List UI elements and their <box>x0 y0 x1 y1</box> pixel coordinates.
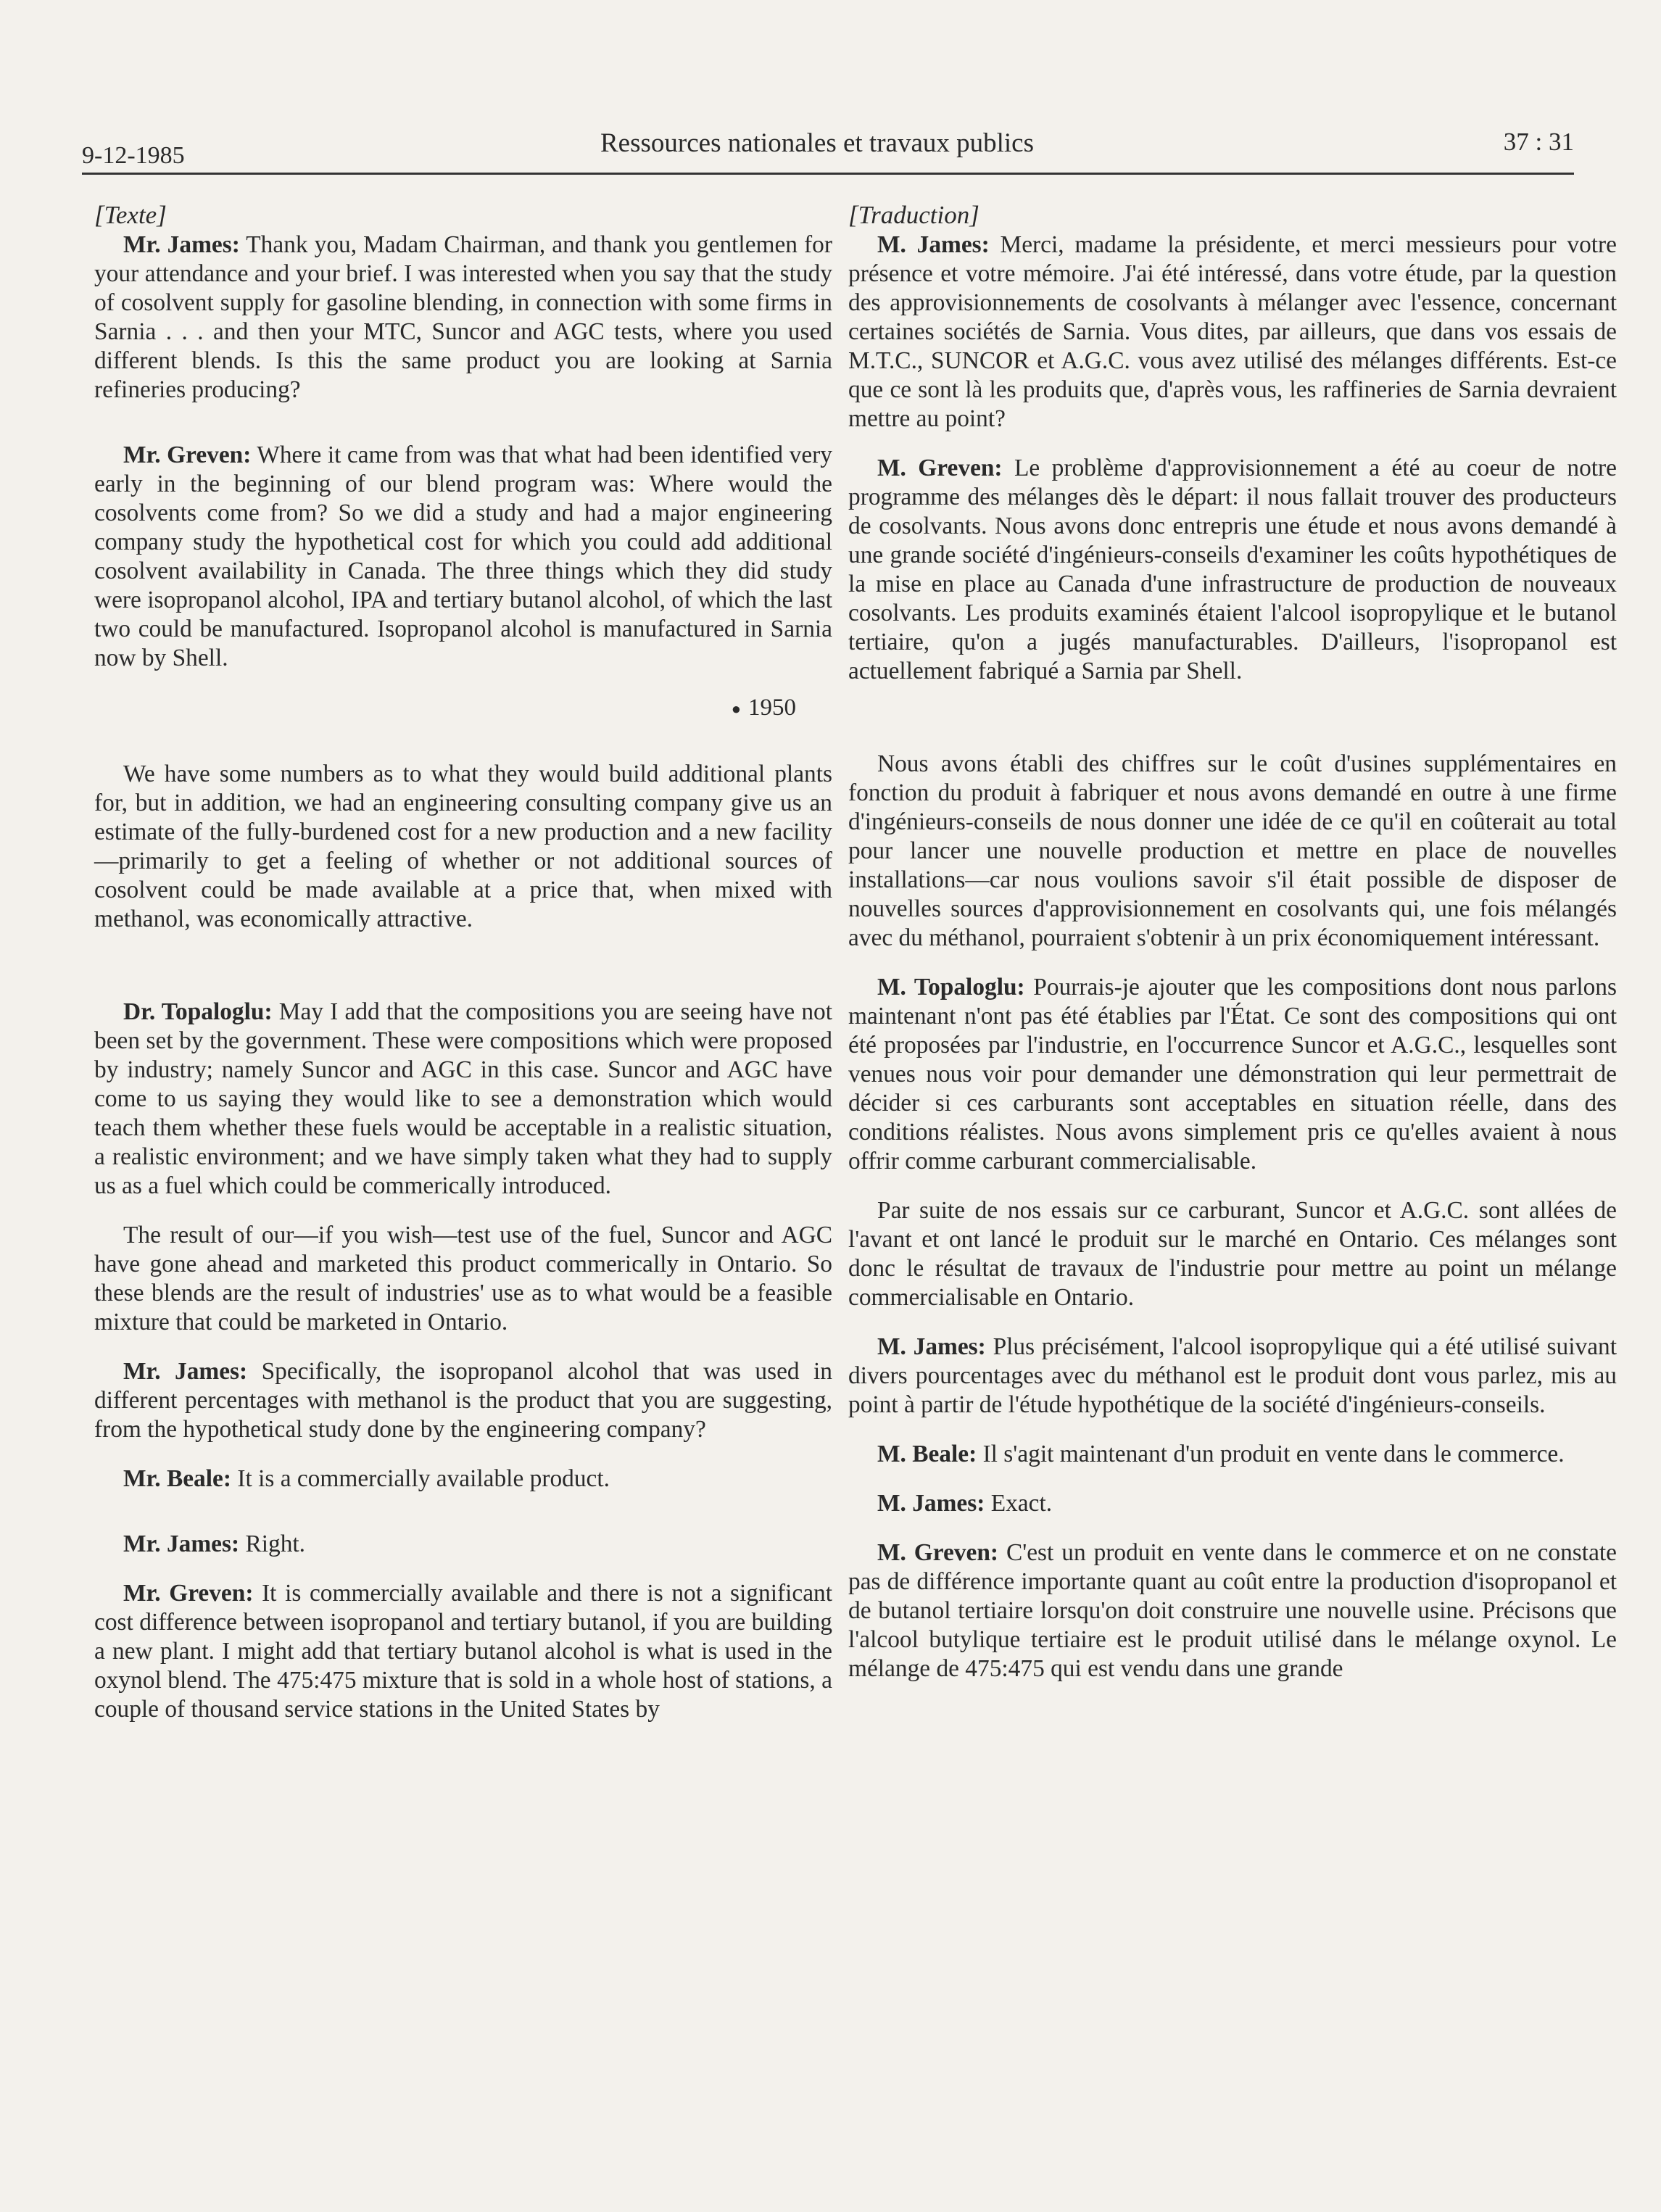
spacer <box>94 1514 832 1530</box>
speaker-name: M. James: <box>877 1333 986 1360</box>
right-column <box>848 200 1617 1704</box>
header-rule <box>82 173 1574 175</box>
speaker-name: Mr. James: <box>123 231 240 258</box>
paragraph-text: Merci, madame la présidente, et merci messieurs pour votre présence et votre mémoire. J'ai été intéressé, dans votre étude, par la question des approvisionnements de cosolvants à mélanger avec l'essence, concernant certaines sociétés de Sarnia. Vous dites, par ailleurs, que dans vos essais de M.T.C., SUNCOR et A.G.C. vous avez utilisé des mélanges différents. Est-ce que ce sont là les produits que, d'après vous, les raffineries de Sarnia devraient mettre au point? <box>848 231 1617 432</box>
paragraph-text: Exact. <box>985 1490 1053 1517</box>
speaker-name: M. Greven: <box>877 455 1003 481</box>
paragraph-text: Right. <box>239 1530 306 1558</box>
header-title: Ressources nationales et travaux publics <box>600 128 1034 158</box>
speaker-name: Mr. Greven: <box>123 442 252 468</box>
lang-tag-traduction: [Traduction] <box>848 201 979 229</box>
speaker-name: M. James: <box>877 231 990 258</box>
header-date: 9-12-1985 <box>82 142 185 169</box>
paragraph <box>848 1538 1617 1683</box>
paragraph <box>848 231 1617 434</box>
spacer <box>94 954 832 998</box>
paragraph-text: May I add that the compositions you are seeing have not been set by the government. These were compositions which were proposed by industry; namely Suncor and AGC in this case. Suncor and AGC have come to us saying they would like to see a demonstration which would teach them whether these fuels would be acceptable in a realistic situation, a realistic environment; and we have simply taken what they had to supply us as a fuel which could be commerically introduced. <box>94 998 832 1200</box>
paragraph-text: Il s'agit maintenant d'un produit en vente dans le commerce. <box>977 1441 1565 1467</box>
paragraph <box>848 1196 1617 1312</box>
paragraph-text: Nous avons établi des chiffres sur le coût d'usines supplémentaires en fonction du produit à fabriquer et nous avons demandé en outre à une firme d'ingénieurs-conseils de nous donner une idée de ce qu'il en coûterait au total pour lancer une nouvelle production et mettre en place de nouvelles installations—car nous voulions savoir s'il était possible de disposer de nouvelles sources d'approvisionnement en cosolvants qui, une fois mélangés avec du méthanol, pourraient s'obtenir à un prix économiquement intéressant. <box>848 750 1617 951</box>
header-page-number: 37 : 31 <box>1503 128 1574 156</box>
paragraph-text: The result of our—if you wish—test use of the fuel, Suncor and AGC have gone ahead and marketed this product commerically in Ontario. So these blends are the result of industries' use as to what would be a feasible mixture that could be marketed in Ontario. <box>94 1222 832 1336</box>
paragraph-text: Where it came from was that what had been identified very early in the beginning of our blend program was: Where would the cosolvents come from? So we did a study and had a major engineering company study the hypothetical cost for which you could add additional cosolvent availability in Canada. The three things which they did study were isopropanol alcohol, IPA and tertiary butanol alcohol, of which the last two could be manufactured. Isopropanol alcohol is manufactured in Sarnia now by Shell. <box>94 442 832 671</box>
paragraph-text: Par suite de nos essais sur ce carburant, Suncor et A.G.C. sont allées de l'avant et ont lancé le produit sur le marché en Ontario. Ces mélanges sont donc le résultat de travaux de l'industrie pour mettre au point un mélange commercialisable en Ontario. <box>848 1197 1617 1311</box>
time-marker-text: 1950 <box>748 695 796 721</box>
speaker-name: M. Topaloglu: <box>877 974 1025 1001</box>
paragraph-text: We have some numbers as to what they would build additional plants for, but in addition, we had an engineering consulting company give us an estimate of the fully-burdened cost for a new production and a new facility—primarily to get a feeling of whether or not additional sources of cosolvent could be made available at a price that, when mixed with methanol, was economically attractive. <box>94 761 832 933</box>
lang-tag-texte: [Texte] <box>94 201 167 229</box>
paragraph <box>94 231 832 405</box>
paragraph-text: Thank you, Madam Chairman, and thank you gentlemen for your attendance and your brief. I was interested when you say that the study of cosolvent supply for gasoline blending, in connection with some firms in Sarnia . . . and then your MTC, Suncor and AGC tests, where you used different blends. Is this the same product you are looking at Sarnia refineries producing? <box>94 231 832 403</box>
spacer <box>94 425 832 441</box>
speaker-name: Mr. James: <box>123 1358 248 1385</box>
paragraph-text: Plus précisément, l'alcool isopropylique qui a été utilisé suivant divers pourcentages avec du méthanol est le produit dont vous parlez, mis au point à partir de l'étude hypothétique de la société d'ingénieurs-conseils. <box>848 1333 1617 1418</box>
paragraph-text: It is a commercially available product. <box>231 1465 610 1493</box>
speaker-name: Mr. Beale: <box>123 1465 231 1493</box>
speaker-name: Dr. Topaloglu: <box>123 998 273 1026</box>
time-marker <box>94 693 796 724</box>
paragraph <box>94 1221 832 1337</box>
spacer <box>848 706 1617 750</box>
speaker-name: M. Greven: <box>877 1539 999 1566</box>
paragraph <box>848 454 1617 686</box>
paragraph <box>94 760 832 934</box>
paragraph <box>848 1440 1617 1469</box>
speaker-name: M. James: <box>877 1490 985 1517</box>
paragraph <box>848 750 1617 953</box>
left-column <box>94 200 832 1744</box>
paragraph <box>848 1333 1617 1420</box>
paragraph-text: It is commercially available and there is not a significant cost difference between isopropanol and tertiary butanol, if you are building a new plant. I might add that tertiary butanol alcohol is what is used in the oxynol blend. The 475:475 mixture that is sold in a whole host of stations, a couple of thousand service stations in the United States by <box>94 1580 832 1723</box>
paragraph <box>848 973 1617 1176</box>
speaker-name: Mr. Greven: <box>123 1580 254 1607</box>
paragraph <box>94 1530 832 1559</box>
paragraph <box>94 1357 832 1444</box>
paragraph <box>94 1465 832 1494</box>
paragraph <box>94 441 832 673</box>
paragraph-text: Pourrais-je ajouter que les compositions dont nous parlons maintenant n'ont pas été établies par l'État. Ce sont des compositions qui ont été proposées par l'industrie, en l'occurrence Suncor et A.G.C., lesquelles sont venues nous voir pour demander une démonstration qui leur permettrait de décider si ces carburants sont acceptables en situation réelle, dans des conditions réalistes. Nous avons simplement pris ce qu'elles avaient à nous offrir comme carburant commercialisable. <box>848 974 1617 1175</box>
speaker-name: Mr. James: <box>123 1530 240 1558</box>
paragraph-text: Le problème d'approvisionnement a été au coeur de notre programme des mélanges dès le départ: il nous fallait trouver des producteurs de cosolvants. Nous avons donc entrepris une étude et nous avons demandé à une grande société d'ingénieurs-conseils d'examiner les coûts hypothétiques de la mise en place au Canada d'une infrastructure de production de nouveaux cosolvants. Les produits examinés étaient l'alcool isopropylique et le butanol tertiaire, qu'on a jugés manufacturables. D'ailleurs, l'isopropanol est actuellement fabriqué a Sarnia par Shell. <box>848 455 1617 684</box>
speaker-name: M. Beale: <box>877 1441 977 1467</box>
paragraph <box>848 1489 1617 1518</box>
bullet-icon: ● <box>731 700 741 718</box>
paragraph <box>94 998 832 1201</box>
paragraph <box>94 1579 832 1724</box>
page-header <box>82 128 1574 174</box>
paragraph-text: C'est un produit en vente dans le commerce et on ne constate pas de différence importante quant au coût entre la production d'isopropanol et de butanol tertiaire lorsqu'on doit construire une nouvelle usine. Précisons que l'alcool butylique tertiaire est le produit utilisé dans le mélange oxynol. Le mélange de 475:475 qui est vendu dans une grande <box>848 1539 1617 1682</box>
paragraph-text: Specifically, the isopropanol alcohol that was used in different percentages with methanol is the product that you are suggesting, from the hypothetical study done by the engineering company? <box>94 1358 832 1443</box>
